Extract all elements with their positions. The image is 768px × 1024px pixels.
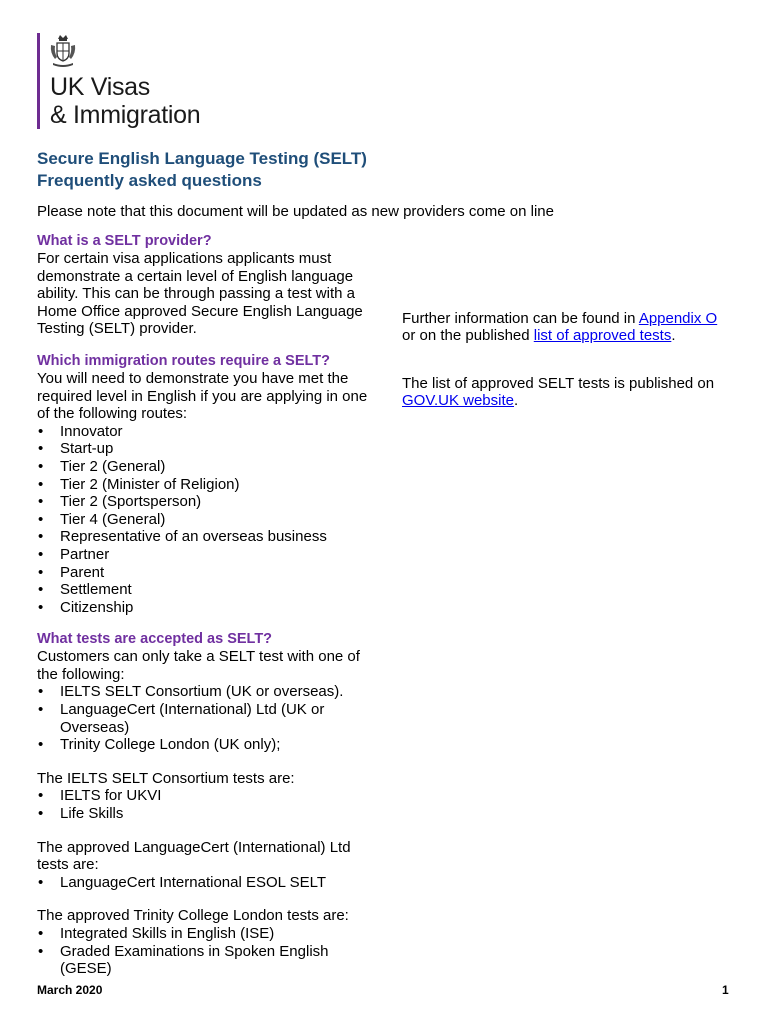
list-item: • Integrated Skills in English (ISE) <box>37 925 377 943</box>
list-item: • Settlement <box>37 581 377 599</box>
languagecert-intro: The approved LanguageCert (International) Ltd tests are: <box>37 838 351 874</box>
routes-list <box>37 423 377 617</box>
section-routes <box>37 352 377 616</box>
further-info-paragraph: Further information can be found in Appendix O or on the published list of approved tests. <box>402 310 718 344</box>
list-item: • LanguageCert International ESOL SELT <box>37 874 377 892</box>
ielts-list <box>37 787 377 822</box>
list-item: • IELTS SELT Consortium (UK or overseas). <box>37 683 377 701</box>
footer-date: March 2020 <box>37 983 103 997</box>
list-item: • Tier 2 (Sportsperson) <box>37 493 377 511</box>
left-column <box>37 232 377 978</box>
list-item: • Trinity College London (UK only); <box>37 736 377 754</box>
question-heading: What tests are accepted as SELT? <box>37 631 273 648</box>
logo-text-line2: & Immigration <box>50 101 201 129</box>
list-item: • Partner <box>37 546 377 564</box>
ielts-intro: The IELTS SELT Consortium tests are: <box>37 769 295 787</box>
list-item: • Tier 4 (General) <box>37 511 377 529</box>
page-number: 1 <box>722 983 729 997</box>
section-provider <box>37 232 377 338</box>
gov-uk-link[interactable]: GOV.UK website <box>402 392 514 409</box>
update-note: Please note that this document will be updated as new providers come on line <box>37 203 554 220</box>
logo-bar <box>37 33 40 129</box>
approved-tests-link[interactable]: list of approved tests <box>533 327 672 344</box>
royal-coat-of-arms-icon <box>49 33 77 69</box>
title-line1: Secure English Language Testing (SELT) <box>37 149 367 168</box>
appendix-o-link[interactable]: Appendix O <box>638 310 718 327</box>
question-heading: Which immigration routes require a SELT? <box>37 352 330 369</box>
languagecert-list <box>37 874 377 892</box>
list-item: • Graded Examinations in Spoken English (GESE) <box>37 943 377 978</box>
published-list-paragraph: The list of approved SELT tests is published on GOV.UK website. <box>402 375 715 409</box>
list-item: • Representative of an overseas business <box>37 528 377 546</box>
trinity-intro: The approved Trinity College London tests are: <box>37 907 349 925</box>
logo-text-line1: UK Visas <box>50 73 150 101</box>
section-tests <box>37 630 377 978</box>
list-item: • Parent <box>37 564 377 582</box>
answer-text: You will need to demonstrate you have met the required level in English if you are applying in one of the following routes: <box>37 369 368 423</box>
trinity-list <box>37 925 377 978</box>
list-item: • Tier 2 (Minister of Religion) <box>37 476 377 494</box>
list-item: • Tier 2 (General) <box>37 458 377 476</box>
answer-text: Customers can only take a SELT test with one of the following: <box>37 648 360 683</box>
answer-text: For certain visa applications applicants must demonstrate a certain level of English language ability. This can be through passing a test with a Home Office approved Secure English Language Testing (SELT) provider. <box>37 250 363 338</box>
list-item: • Life Skills <box>37 805 377 823</box>
list-item: • Citizenship <box>37 599 377 617</box>
list-item: • IELTS for UKVI <box>37 787 377 805</box>
list-item: • Start-up <box>37 440 377 458</box>
list-item: • Innovator <box>37 423 377 441</box>
tests-list <box>37 683 377 753</box>
document-title <box>37 148 367 192</box>
question-heading: What is a SELT provider? <box>37 233 212 249</box>
title-line2: Frequently asked questions <box>37 171 262 190</box>
list-item: • LanguageCert (International) Ltd (UK or Overseas) <box>37 701 377 736</box>
